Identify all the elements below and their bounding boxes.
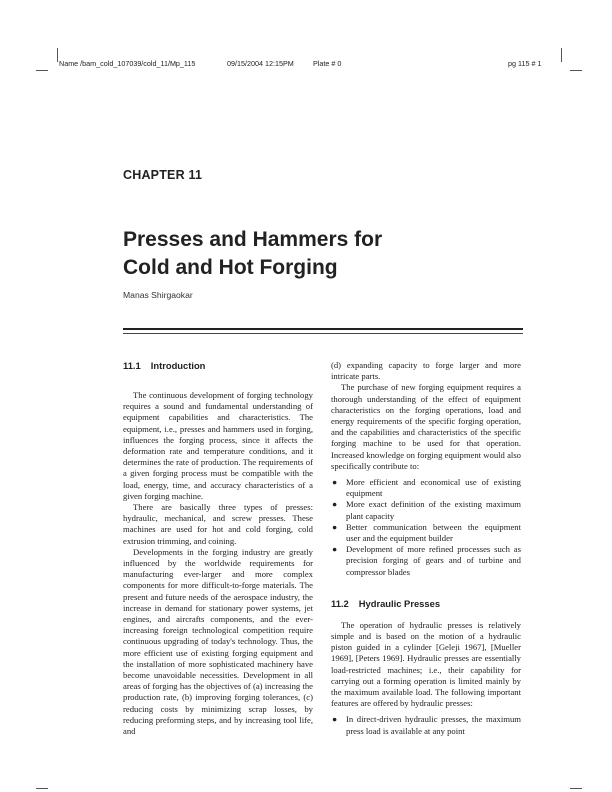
crop-mark-top-left-h xyxy=(36,70,48,71)
bullet-icon: ● xyxy=(332,544,338,555)
bullet-icon: ● xyxy=(332,477,338,488)
chapter-label: CHAPTER 11 xyxy=(123,168,203,182)
paragraph: The continuous development of forging technology requires a sound and fundamental understanding of equipment capabilities and characteristics. The equipment, i.e., presses and hammers used in forging, influences the forging process, since it affects the deformation rate and temperature conditions, and it determines the rate of production. The requirements of a given forging process must be compatible with the load, energy, time, and accuracy characteristics of a given forging machine. xyxy=(123,390,313,501)
chapter-title-line-1: Presses and Hammers for xyxy=(123,228,383,251)
slug-timestamp: 09/15/2004 12:15PM xyxy=(227,59,294,68)
section-number: 11.1 xyxy=(123,360,141,371)
paragraph: Developments in the forging industry are greatly influenced by the worldwide requirements for manufacturing ever-larger and more complex components for more difficult-to-forge materials. The present and future needs of the aerospace industry, the increase in demand for stationary power systems, jet engines, and aircrafts components, and the ever-increasing foreign technological competition require continuous upgrading of today's technology. Thus, the more efficient use of existing forging equipment and the installation of more sophisticated machinery have become unavoidable necessities. Development in all areas of forging has the objectives of (a) increasing the production rate, (b) improving forging tolerances, (c) reducing costs by minimizing scrap losses, by reducing preforming steps, and by increasing tool life, and xyxy=(123,546,313,737)
list-item: ● More efficient and economical use of existing equipment xyxy=(332,477,521,499)
slug-page: pg 115 # 1 xyxy=(508,59,542,68)
crop-mark-bottom-left-h xyxy=(36,788,48,789)
paragraph: There are basically three types of presses: hydraulic, mechanical, and screw presses. These machines are used for hot and cold forging, cold extrusion trimming, and coining. xyxy=(123,502,313,546)
paragraph: The operation of hydraulic presses is relatively simple and is based on the motion of a hydraulic piston guided in a cylinder [Geleji 1967], [Mueller 1969], [Peters 1969]. Hydraulic presses are essentially load-restricted machines; i.e., their capability for carrying out a forming operation is limited mainly by the maximum available load. The following important features are offered by hydraulic presses: xyxy=(331,619,521,709)
right-column xyxy=(331,360,521,737)
bullet-list xyxy=(331,477,521,578)
crop-mark-top-left-v xyxy=(57,48,58,62)
list-item: ● Better communication between the equipment user and the equipment builder xyxy=(332,521,521,544)
header-rule-thin xyxy=(123,333,523,334)
bullet-icon: ● xyxy=(332,714,338,725)
header-rule-thick xyxy=(123,328,523,330)
list-item: ● More exact definition of the existing maximum plant capacity xyxy=(332,499,521,521)
bullet-icon: ● xyxy=(332,499,338,510)
section-number: 11.2 xyxy=(331,597,349,609)
chapter-title-line-2: Cold and Hot Forging xyxy=(123,256,338,279)
slug-plate: Plate # 0 xyxy=(313,59,342,68)
left-column xyxy=(123,360,313,737)
crop-mark-top-right-h xyxy=(570,70,582,71)
bullet-list xyxy=(331,714,521,736)
chapter-author: Manas Shirgaokar xyxy=(123,290,193,300)
bullet-icon: ● xyxy=(332,521,338,532)
paragraph-continued: (d) expanding capacity to forge larger and more intricate parts. xyxy=(331,360,521,382)
paragraph: The purchase of new forging equipment requires a thorough understanding of the effect of equipment characteristics on the forging operations, load and energy requirements of the specific forging operation, and the capabilities and characteristics of the specific forging machine to be used for that operation. Increased knowledge on forging equipment would also specifically contribute to: xyxy=(331,382,521,471)
section-title: Introduction xyxy=(150,360,206,371)
chapter-title xyxy=(123,226,503,282)
section-title: Hydraulic Presses xyxy=(358,597,441,609)
section-heading-hydraulic-presses xyxy=(331,598,521,610)
list-item: ● Development of more refined processes such as precision forging of gears and of turbine and compressor blades xyxy=(332,544,521,577)
list-item: ● In direct-driven hydraulic presses, the maximum press load is available at any point xyxy=(332,714,521,736)
crop-mark-bottom-right-h xyxy=(570,788,582,789)
slug-path: Name /bam_cold_107039/cold_11/Mp_115 xyxy=(59,59,196,68)
crop-mark-top-right-v xyxy=(561,48,562,62)
section-heading-introduction xyxy=(123,360,313,372)
